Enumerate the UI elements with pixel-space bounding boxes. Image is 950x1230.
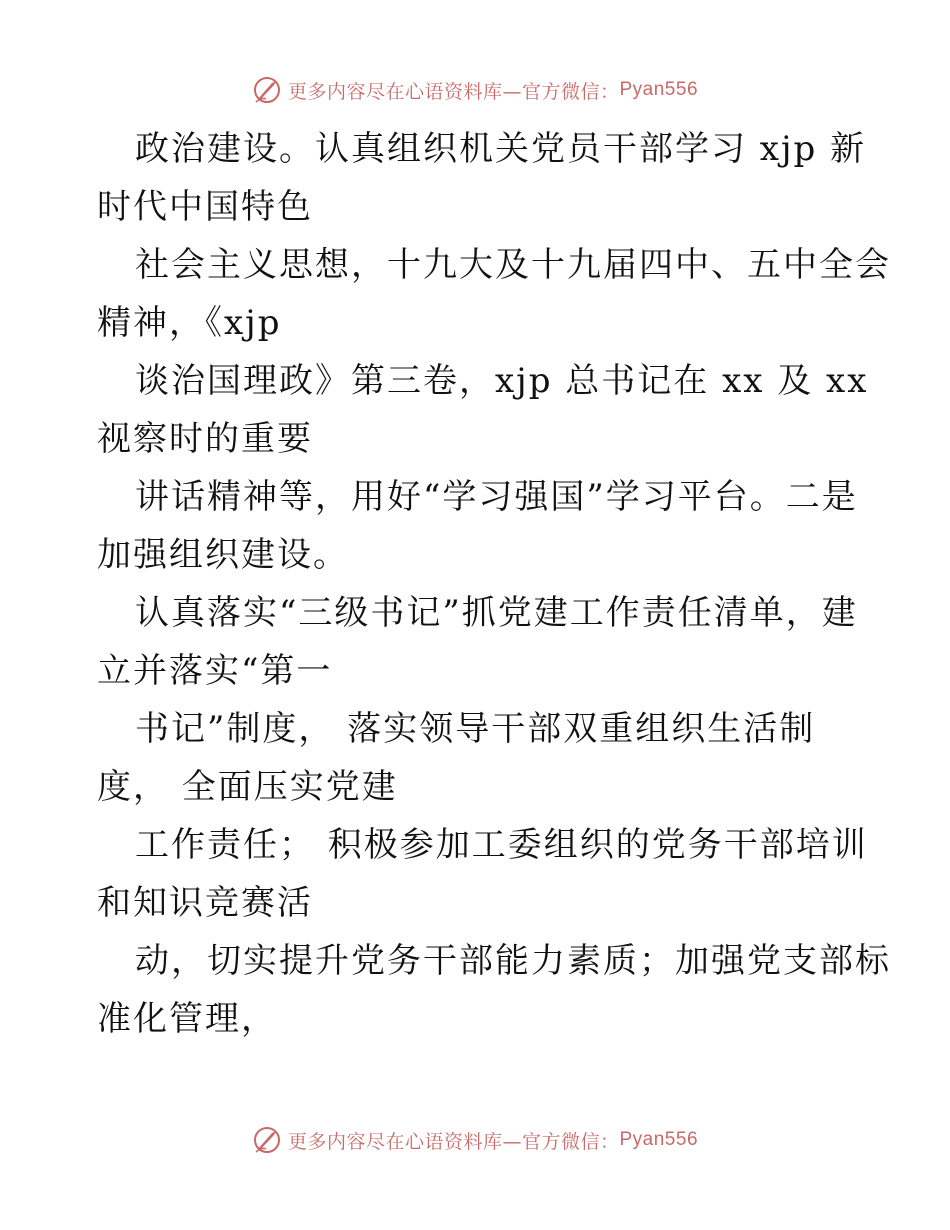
- footer-watermark: [0, 1120, 950, 1160]
- text-line: 视察时的重要: [97, 419, 313, 459]
- watermark-text: 更多内容尽在心语资料库—官方微信：: [287, 80, 620, 103]
- text-line: 社会主义思想，十九大及十九届四中、五中全会: [135, 245, 891, 285]
- text-line: 讲话精神等，用好“学习强国”学习平台。二是: [135, 477, 858, 517]
- text-line: 度， 全面压实党建: [97, 767, 398, 807]
- text-line: 工作责任； 积极参加工委组织的党务干部培训: [135, 825, 868, 865]
- text-line: 书记”制度， 落实领导干部双重组织生活制: [135, 709, 816, 749]
- text-line: 立并落实“第一: [97, 651, 333, 691]
- text-line: 加强组织建设。: [97, 535, 349, 575]
- text-line: 动，切实提升党务干部能力素质；加强党支部标: [135, 941, 891, 981]
- watermark-wechat-id: Pyan556: [619, 79, 699, 100]
- quill-pen-logo-icon: [252, 1125, 282, 1155]
- text-line: 认真落实“三级书记”抓党建工作责任清单，建: [135, 593, 858, 633]
- text-line: 时代中国特色: [97, 187, 313, 227]
- text-line: 政治建设。认真组织机关党员干部学习 xjp 新: [135, 129, 867, 169]
- header-watermark: [0, 70, 950, 110]
- text-line: 谈治国理政》第三卷，xjp 总书记在 xx 及 xx: [135, 361, 869, 401]
- watermark-wechat-id: Pyan556: [619, 1129, 699, 1150]
- text-line: 准化管理，: [97, 999, 277, 1039]
- quill-pen-logo-icon: [252, 75, 282, 105]
- text-line: 和知识竞赛活: [97, 883, 313, 923]
- text-line: 精神，《xjp: [97, 303, 282, 343]
- watermark-text: 更多内容尽在心语资料库—官方微信：: [287, 1130, 620, 1153]
- document-body: [97, 120, 891, 1048]
